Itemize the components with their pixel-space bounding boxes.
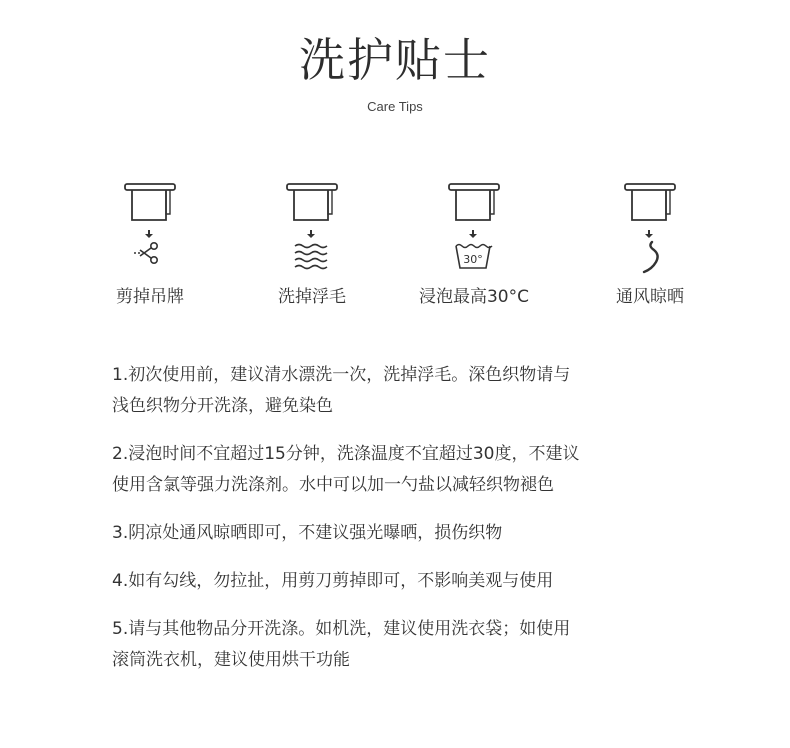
page-subtitle: Care Tips (367, 99, 423, 114)
tip-line: 浅色织物分开洗涤，避免染色 (112, 396, 333, 416)
wash-temp-badge: 30° (463, 253, 483, 266)
care-label: 剪掉吊牌 (116, 287, 184, 307)
hook-icon (620, 174, 680, 284)
care-label: 浸泡最高30°C (418, 287, 529, 307)
scissors-icon (120, 174, 180, 284)
tip-line: 使用含氯等强力洗涤剂。水中可以加一勺盐以减轻织物褪色 (112, 475, 554, 495)
wash-30-icon (444, 174, 504, 284)
tip-item (112, 614, 692, 676)
care-item-soak-30 (394, 170, 554, 320)
tip-line: 3.阴凉处通风晾晒即可，不建议强光曝晒，损伤织物 (112, 523, 503, 543)
page-title: 洗护贴士 (299, 33, 491, 87)
care-icons-row (0, 170, 790, 320)
care-item-air-dry (570, 170, 730, 320)
care-label: 通风晾晒 (616, 287, 684, 307)
care-item-wash-lint (232, 170, 392, 320)
tip-line: 2.浸泡时间不宜超过15分钟，洗涤温度不宜超过30度，不建议 (112, 444, 580, 464)
care-item-cut-tag (70, 170, 230, 320)
tip-line: 滚筒洗衣机，建议使用烘干功能 (112, 650, 350, 670)
waves-icon (282, 174, 342, 284)
tip-item (112, 360, 692, 422)
tip-item (112, 439, 692, 501)
tip-line: 4.如有勾线，勿拉扯，用剪刀剪掉即可，不影响美观与使用 (112, 571, 554, 591)
care-tips-list (112, 360, 692, 693)
tip-line: 1.初次使用前，建议清水漂洗一次，洗掉浮毛。深色织物请与 (112, 365, 571, 385)
tip-item (112, 566, 692, 597)
tip-item (112, 518, 692, 549)
tip-line: 5.请与其他物品分开洗涤。如机洗，建议使用洗衣袋；如使用 (112, 619, 571, 639)
care-label: 洗掉浮毛 (278, 287, 346, 307)
